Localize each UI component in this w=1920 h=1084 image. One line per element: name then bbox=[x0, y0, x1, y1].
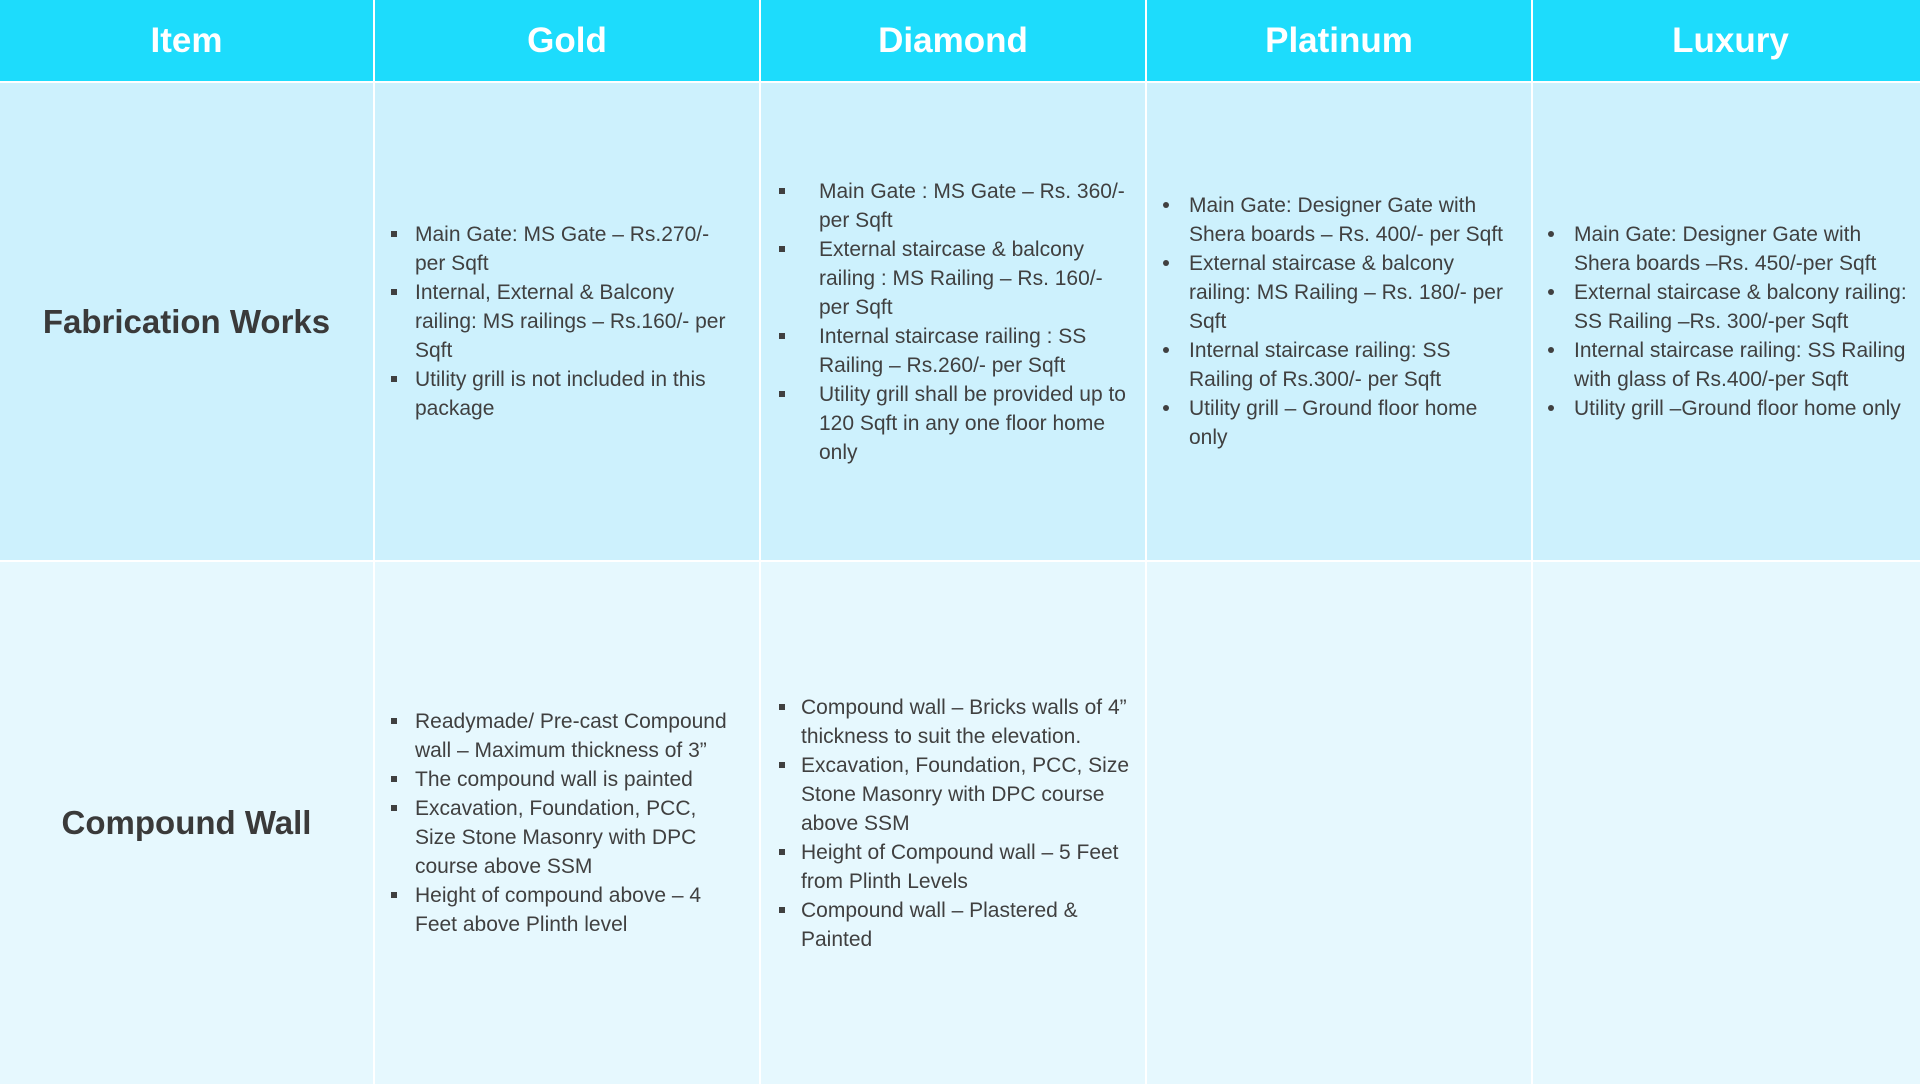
spec-list bbox=[1533, 220, 1920, 423]
cell-fabrication-gold bbox=[375, 83, 759, 560]
header-gold: Gold bbox=[375, 0, 759, 81]
cell-compound-gold bbox=[375, 562, 759, 1084]
spec-item: Internal staircase railing : SS Railing – Rs.260/- per Sqft bbox=[819, 322, 1131, 380]
header-diamond: Diamond bbox=[761, 0, 1145, 81]
spec-item: Main Gate : MS Gate – Rs. 360/- per Sqft bbox=[819, 177, 1131, 235]
spec-item: Internal staircase railing: SS Railing of Rs.300/- per Sqft bbox=[1189, 336, 1517, 394]
spec-item: Readymade/ Pre-cast Compound wall – Maximum thickness of 3” bbox=[415, 707, 739, 765]
cell-fabrication-diamond bbox=[761, 83, 1145, 560]
spec-item: Compound wall – Bricks walls of 4” thickness to suit the elevation. bbox=[801, 693, 1135, 751]
spec-item: Utility grill –Ground floor home only bbox=[1574, 394, 1916, 423]
spec-item: Main Gate: MS Gate – Rs.270/- per Sqft bbox=[415, 220, 739, 278]
spec-list bbox=[375, 220, 759, 423]
cell-fabrication-luxury bbox=[1533, 83, 1920, 560]
header-platinum: Platinum bbox=[1147, 0, 1531, 81]
spec-item: Excavation, Foundation, PCC, Size Stone Masonry with DPC course above SSM bbox=[415, 794, 739, 881]
spec-item: The compound wall is painted bbox=[415, 765, 739, 794]
cell-fabrication-platinum bbox=[1147, 83, 1531, 560]
row-item-fabrication-works: Fabrication Works bbox=[0, 83, 373, 560]
header-luxury: Luxury bbox=[1533, 0, 1920, 81]
spec-item: Excavation, Foundation, PCC, Size Stone Masonry with DPC course above SSM bbox=[801, 751, 1135, 838]
spec-item: Internal staircase railing: SS Railing with glass of Rs.400/-per Sqft bbox=[1574, 336, 1916, 394]
spec-list bbox=[761, 693, 1145, 954]
spec-item: External staircase & balcony railing : MS Railing – Rs. 160/- per Sqft bbox=[819, 235, 1131, 322]
spec-item: External staircase & balcony railing: MS Railing – Rs. 180/- per Sqft bbox=[1189, 249, 1517, 336]
cell-compound-luxury bbox=[1533, 562, 1920, 1084]
spec-item: Internal, External & Balcony railing: MS railings – Rs.160/- per Sqft bbox=[415, 278, 739, 365]
spec-item: Utility grill is not included in this package bbox=[415, 365, 739, 423]
cell-compound-diamond bbox=[761, 562, 1145, 1084]
spec-item: Compound wall – Plastered & Painted bbox=[801, 896, 1135, 954]
spec-item: Height of Compound wall – 5 Feet from Plinth Levels bbox=[801, 838, 1135, 896]
spec-item: Utility grill shall be provided up to 120 Sqft in any one floor home only bbox=[819, 380, 1131, 467]
spec-item: Main Gate: Designer Gate with Shera boards –Rs. 450/-per Sqft bbox=[1574, 220, 1916, 278]
spec-item: Utility grill – Ground floor home only bbox=[1189, 394, 1517, 452]
spec-item: External staircase & balcony railing: SS Railing –Rs. 300/-per Sqft bbox=[1574, 278, 1916, 336]
spec-list bbox=[761, 177, 1145, 467]
row-item-compound-wall: Compound Wall bbox=[0, 562, 373, 1084]
spec-item: Height of compound above – 4 Feet above Plinth level bbox=[415, 881, 739, 939]
spec-list bbox=[1147, 191, 1531, 452]
cell-compound-platinum bbox=[1147, 562, 1531, 1084]
header-item: Item bbox=[0, 0, 373, 81]
spec-list bbox=[375, 707, 759, 939]
spec-item: Main Gate: Designer Gate with Shera boards – Rs. 400/- per Sqft bbox=[1189, 191, 1517, 249]
